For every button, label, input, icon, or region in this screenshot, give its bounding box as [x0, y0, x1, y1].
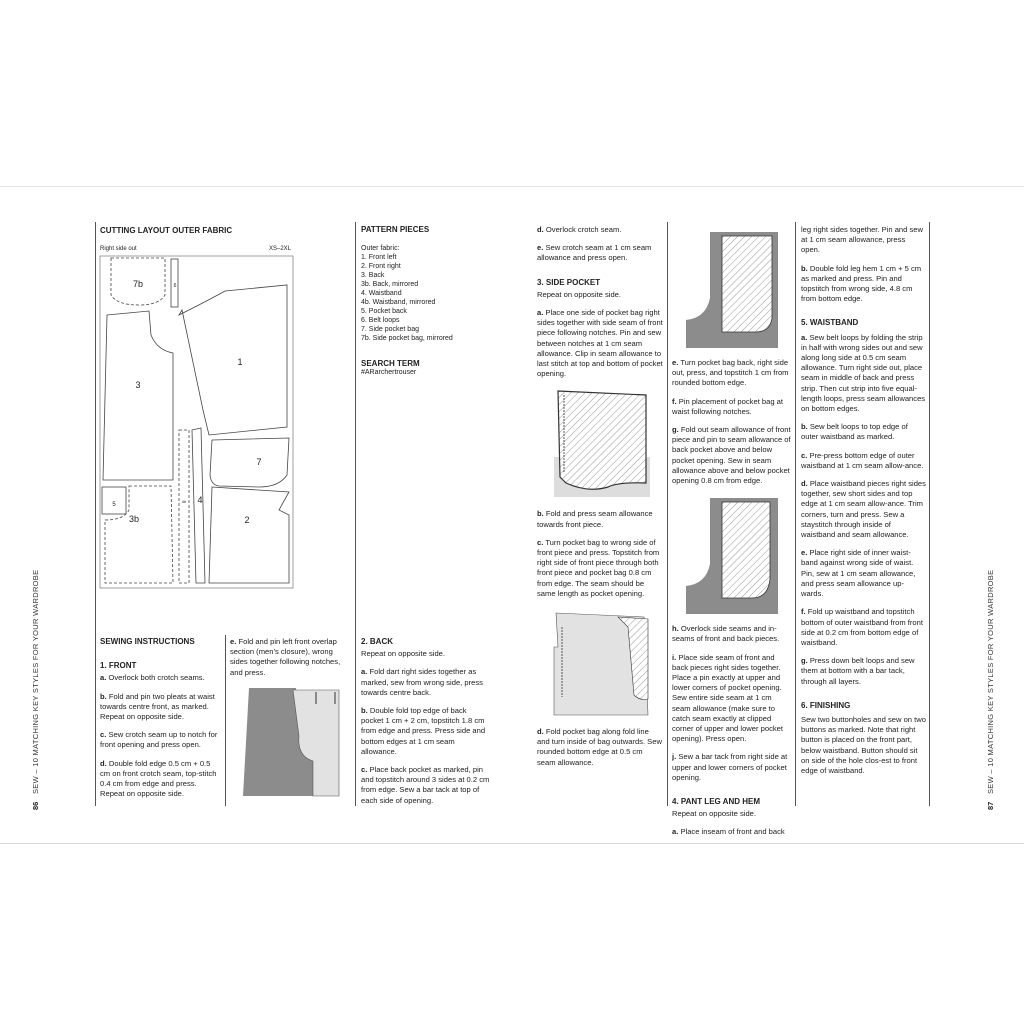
step-text: Place waistband pieces right sides together, sew short sides and top edge at 1 cm seam allow-ance. Trim corners, turn and press. Sew a staystitch through inside of waistband and seam allowance.: [801, 479, 926, 540]
instruction-step: [801, 548, 926, 599]
step-text: Fold and pin two pleats at waist towards centre front, as marked. Repeat on opposite side.: [100, 691, 215, 722]
pattern-piece-item: 7. Side pocket bag: [361, 326, 419, 333]
step-text: Fold out seam allowance of front piece and pin to seam allowance of back pocket above and below pocket opening. Sew in seam allowance above and below pocket opening 0.8 cm from edge.: [672, 425, 791, 486]
column-rule: [929, 222, 930, 806]
running-head-left: SEW – 10 MATCHING KEY STYLES FOR YOUR WARDROBE: [31, 569, 40, 794]
piece-label-5: 5: [112, 502, 116, 508]
instruction-step: [537, 538, 663, 599]
piece-label-6: 6: [173, 283, 177, 289]
column-rule: [795, 222, 796, 806]
pattern-piece-item: 3b. Back, mirrored: [361, 281, 419, 288]
pattern-piece-item: 1. Front left: [361, 254, 397, 261]
piece-label-3: 3: [135, 380, 141, 390]
instruction-step: [537, 509, 663, 529]
step-text: Place right side of inner waist-band against wrong side of waist. Pin, sew at 1 cm seam allowance, and press seam allowance up-wards.: [801, 548, 916, 599]
instruction-step: [801, 451, 926, 471]
step-label: d.: [801, 479, 808, 489]
front-overlap-illustration: [230, 686, 352, 798]
step-label: e.: [672, 358, 679, 367]
instruction-step: [537, 243, 663, 263]
step-label: a.: [537, 308, 544, 318]
instruction-step: [801, 333, 926, 415]
paragraph: Repeat on opposite side.: [537, 289, 622, 299]
pocket-e-illustration: [672, 228, 792, 348]
pocket-g-illustration: [672, 494, 792, 614]
step-label: b.: [801, 422, 808, 432]
step-text: Sew crotch seam at 1 cm seam allowance and press open.: [537, 243, 652, 263]
instruction-step: [100, 730, 222, 750]
pattern-piece-item: 2. Front right: [361, 263, 401, 270]
step-text: Place inseam of front and back: [678, 827, 785, 837]
paragraph: Sew two buttonholes and sew on two buttons as marked. Note that right button is placed on the front part, below waistband. Button should sit on side of the hole clos-est to front edge of waistband.: [801, 714, 926, 775]
step-text: Fold pocket bag along fold line and turn inside of bag outwards. Sew rounded bottom edge at 0.5 cm seam allowance.: [537, 727, 662, 767]
step-label: e.: [230, 637, 237, 646]
cutting-layout-size-range: XS–2XL: [269, 246, 292, 252]
step-label: e.: [537, 243, 544, 253]
step-label: g.: [801, 656, 808, 666]
instruction-step: [230, 637, 352, 678]
instruction-step: [672, 397, 792, 417]
step-text: Pre-press bottom edge of outer waistband at 1 cm seam allow-ance.: [801, 450, 924, 470]
column-rule: [95, 222, 96, 806]
instruction-step: [801, 607, 926, 648]
instruction-step: [672, 827, 792, 837]
step-text: Sew crotch seam up to notch for front opening and press open.: [100, 730, 218, 750]
step-label: b.: [100, 691, 107, 701]
step-label: c.: [100, 730, 107, 740]
paragraph: leg right sides together. Pin and sew at 1 cm seam allowance, press open.: [801, 225, 923, 255]
step-label: h.: [672, 624, 679, 634]
step-label: a.: [361, 667, 368, 677]
step-text: Turn pocket bag to wrong side of front piece and press. Topstitch from right side of front piece through both front piece and pocket bag 0.8 cm from edge. The seam should be same length as pocket opening.: [537, 537, 660, 598]
step-text: Sew belt loops to top edge of outer waistband as marked.: [801, 422, 908, 442]
step-label: a.: [801, 332, 808, 342]
pattern-piece-item: 7b. Side pocket bag, mirrored: [361, 335, 453, 342]
step-label: d.: [100, 758, 107, 768]
paragraph: Repeat on opposite side.: [672, 809, 757, 819]
step-label: j.: [672, 752, 677, 762]
column-waistband: [801, 225, 926, 784]
step-text: Turn pocket bag back, right side out, press, and topstitch 1 cm from rounded bottom edge.: [672, 358, 789, 388]
step-label: b.: [537, 509, 544, 519]
step-label: c.: [361, 765, 368, 775]
instruction-step: [361, 706, 491, 757]
instruction-step: [537, 225, 663, 235]
paragraph: Repeat on opposite side.: [361, 649, 446, 659]
pattern-piece-item: 5. Pocket back: [361, 308, 407, 315]
column-rule: [667, 222, 668, 806]
step-text: Double fold top edge of back pocket 1 cm + 2 cm, topstitch 1.8 cm from edge and press. Press side and bottom edges at 1 cm seam allowance.: [361, 706, 486, 756]
pattern-piece-item: 4. Waistband: [361, 290, 402, 297]
piece-label-2: 2: [244, 515, 250, 525]
section-heading: 2. BACK: [361, 637, 394, 646]
step-text: Fold up waistband and topstitch bottom of outer waistband from front side at 0.2 cm from bottom edge of waistband.: [801, 607, 923, 647]
instruction-step: [100, 759, 222, 800]
pattern-pieces-list: [361, 253, 501, 343]
column-side-pocket-cont: [672, 222, 792, 846]
pattern-piece-item: 3. Back: [361, 272, 385, 279]
column-rule: [225, 635, 226, 806]
instruction-step: [672, 752, 792, 783]
section-heading: 5. WAISTBAND: [801, 318, 859, 328]
step-text: Overlock both crotch seams.: [106, 673, 205, 683]
step-text: Overlock side seams and in-seams of front and back pieces.: [672, 624, 780, 644]
section-heading: 4. PANT LEG AND HEM: [672, 797, 761, 807]
column-rule: [355, 222, 356, 806]
step-label: e.: [801, 548, 808, 558]
pattern-piece-item: 6. Belt loops: [361, 317, 400, 324]
step-text: Pin placement of pocket bag at waist following notches.: [672, 396, 784, 416]
cutting-layout-side-label: Right side out: [100, 246, 137, 252]
step-label: b.: [801, 263, 808, 273]
column-side-pocket: [537, 225, 663, 776]
cutting-layout-diagram: [99, 255, 295, 590]
step-text: Double fold edge 0.5 cm + 0.5 cm on front crotch seam, top-stitch 0.4 cm from edge and press. Repeat on opposite side.: [100, 758, 217, 799]
page-number-left: 86: [31, 801, 40, 810]
step-text: Press down belt loops and sew them at bottom with a bar tack, through all layers.: [801, 656, 915, 686]
instruction-step: [672, 358, 792, 389]
step-text: Double fold leg hem 1 cm + 5 cm as marked and press. Pin and topstitch from wrong side, 4.8 cm from bottom edge.: [801, 263, 922, 304]
step-label: d.: [537, 727, 544, 737]
search-term-title: SEARCH TERM: [361, 359, 420, 368]
section-heading: 6. FINISHING: [801, 700, 851, 710]
piece-label-4b: 4b: [181, 499, 187, 504]
step-text: Overlock crotch seam.: [543, 225, 622, 234]
step-label: f.: [672, 396, 677, 406]
section-heading: 1. FRONT: [100, 661, 137, 671]
instruction-step: [801, 422, 926, 442]
piece-label-3b: 3b: [128, 514, 140, 524]
search-term-value: #ARarchertrouser: [361, 369, 417, 376]
pattern-pieces: [361, 225, 501, 377]
piece-label-7b: 7b: [132, 279, 144, 289]
instruction-step: [537, 727, 663, 768]
step-label: a.: [672, 827, 679, 837]
step-text: Sew belt loops by folding the strip in half with wrong sides out and sew along long side at 0.5 cm seam allowance. Turn right side out, place seam in middle of back and press strip. Then cut strip into five equal-length loops, press seam allowances on bottom edges.: [801, 332, 926, 414]
instruction-step: [801, 656, 926, 687]
piece-label-4: 4: [197, 495, 203, 505]
instruction-step: [100, 673, 222, 683]
step-label: d.: [537, 225, 544, 234]
step-label: c.: [537, 537, 544, 547]
column-sewing-front: [100, 637, 222, 807]
pattern-piece-item: 4b. Waistband, mirrored: [361, 299, 436, 306]
pocket-c-illustration: [537, 607, 663, 717]
instruction-step: [801, 479, 926, 540]
section-heading: 3. SIDE POCKET: [537, 277, 601, 287]
step-text: Place one side of pocket bag right sides together with side seam of front piece following notches. Pin and sew between notches at 1 cm seam allowance. Clip in seam allowance to last stitch at top and bottom of pocket opening.: [537, 308, 663, 379]
instruction-step: [672, 653, 792, 745]
piece-label-1: 1: [237, 357, 243, 367]
instruction-step: [100, 692, 222, 723]
step-text: Place side seam of front and back pieces right sides together. Place a pin exactly at upper and lower corners of pocket opening. Sew entire side seam at 1 cm seam allowance (make sure to catch seam exactly at clipped corner of upper and lower pocket opening). Press open.: [672, 652, 784, 744]
instruction-step: [537, 308, 663, 379]
step-label: f.: [801, 607, 806, 617]
column-back: [361, 637, 491, 814]
instruction-step: [672, 425, 792, 486]
step-text: Fold and pin left front overlap section (men’s closure), wrong sides together following notches, and press.: [230, 637, 341, 677]
cutting-layout-title: CUTTING LAYOUT OUTER FABRIC: [100, 226, 233, 235]
pattern-pieces-title: PATTERN PIECES: [361, 225, 430, 234]
step-label: a.: [100, 673, 107, 683]
instruction-step: [801, 264, 926, 305]
instruction-step: [672, 624, 792, 644]
pattern-pieces-intro: Outer fabric:: [361, 245, 400, 252]
step-text: Fold and press seam allowance towards front piece.: [537, 509, 653, 529]
instruction-step: [361, 667, 491, 698]
step-label: b.: [361, 706, 368, 716]
section-heading: SEWING INSTRUCTIONS: [100, 637, 195, 646]
running-head-right: SEW – 10 MATCHING KEY STYLES FOR YOUR WARDROBE: [986, 569, 995, 794]
step-text: Sew a bar tack from right side at upper and lower corners of pocket opening.: [672, 752, 788, 782]
instruction-step: [361, 765, 491, 806]
column-front-overlap: [230, 637, 352, 808]
step-label: g.: [672, 425, 679, 435]
pocket-a-illustration: [537, 387, 663, 499]
piece-label-7: 7: [256, 457, 262, 467]
step-label: c.: [801, 450, 808, 460]
step-label: i.: [672, 652, 677, 662]
step-text: Place back pocket as marked, pin and topstitch around 3 sides at 0.2 cm from edge. Sew a bar tack at top of each side of opening.: [361, 765, 490, 805]
page-number-right: 87: [986, 801, 995, 810]
step-text: Fold dart right sides together as marked, sew from wrong side, press towards centre back.: [361, 667, 483, 697]
